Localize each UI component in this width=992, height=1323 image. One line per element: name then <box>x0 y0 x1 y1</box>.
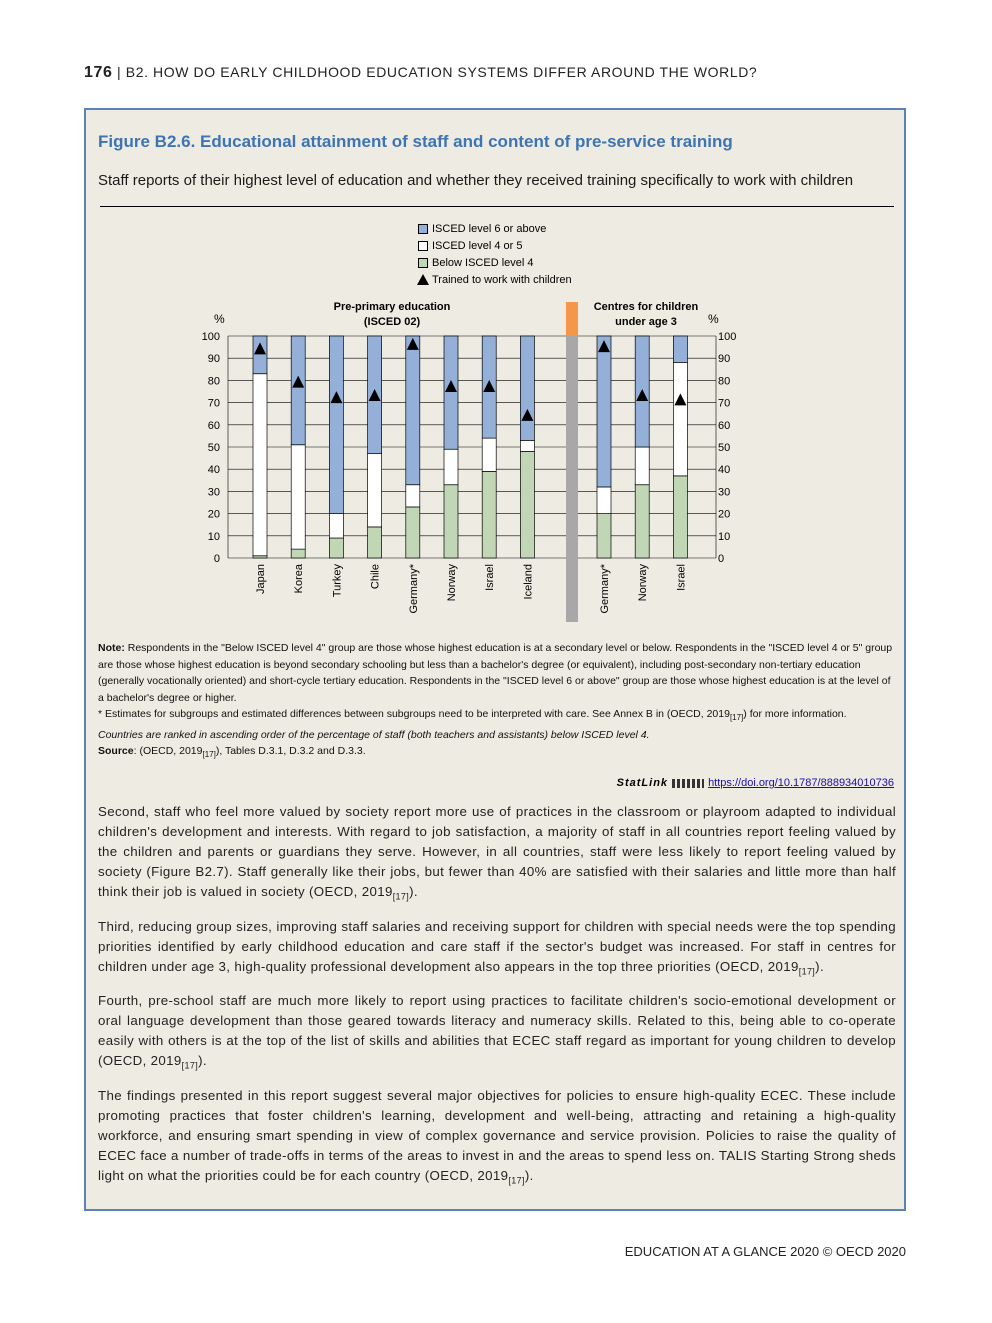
source-tail: ), Tables D.3.1, D.3.2 and D.3.3. <box>215 745 366 758</box>
category-label: Israel <box>675 564 688 591</box>
reference: [17] <box>392 891 410 902</box>
source-note <box>98 743 896 764</box>
y-tick-label-right: 60 <box>718 419 731 432</box>
separator-top <box>566 302 578 336</box>
legend-item-isced6 <box>418 220 572 237</box>
group-title: Pre-primary education <box>333 301 451 313</box>
y-tick-label-right: 0 <box>718 553 725 565</box>
bar-segment <box>291 445 305 549</box>
category-label: Israel <box>484 564 497 591</box>
asterisk-note <box>98 706 896 727</box>
bar-segment <box>253 374 267 556</box>
category-label: Japan <box>255 564 267 594</box>
group-subtitle: (ISCED 02) <box>363 316 421 328</box>
note-text: Respondents in the "Below ISCED level 4" group are those whose highest education is at a secondary level or below. Respondents in the "ISCED level 4 or 5" group are those whose highest education is beyond secondary schooling but less than a bachelor's degree (or equivalent), including post-secondary non-tertiary education (generally vocationally oriented) and short-cycle tertiary education. Respondents in the "ISCED level 6 or above" group are those whose highest education is at the level of a bachelor's degree or higher. <box>98 642 893 704</box>
paragraph <box>98 1086 896 1191</box>
paragraph <box>98 991 896 1076</box>
paragraph-text: Third, reducing group sizes, improving staff salaries and receiving support for children with special needs were the top spending priorities identified by early childhood education and care staff if the sector's budget was increased. For staff in centres for children under age 3, high-quality professional development also appears in the top three priorities (OECD, 2019 <box>98 918 896 974</box>
bar-segment <box>520 451 534 558</box>
figure-title: Figure B2.6. Educational attainment of staff and content of pre-service training <box>98 132 733 151</box>
body-text <box>98 802 896 1201</box>
bar-segment <box>444 449 458 485</box>
category-label: Chile <box>369 564 382 590</box>
legend-label: ISCED level 6 or above <box>432 222 547 235</box>
group-title: Centres for children <box>593 301 699 313</box>
bar-segment <box>597 336 611 487</box>
legend-label: Trained to work with children <box>432 273 572 286</box>
paragraph-text: Second, staff who feel more valued by society report more use of practices in the classroom or playroom adapted to individual children's development and interests. With regard to job satisfaction, a majority of staff in all countries report feeling valued by the children and parents or guardians they serve. However, in all countries, staff were less likely to report feeling valued by society (Figure B2.7). Staff generally like their jobs, but fewer than 40% are satisfied with their salaries and little more than half think their job is valued in society (OECD, 2019 <box>98 804 896 899</box>
ranking-note: Countries are ranked in ascending order of the percentage of staff (both teachers and assistants) below ISCED level 4. <box>98 728 650 741</box>
reference: [17] <box>181 1060 199 1071</box>
statlink-url[interactable]: https://doi.org/10.1787/888934010736 <box>708 777 894 789</box>
y-tick-label-left: 10 <box>207 530 220 543</box>
separator-bar <box>566 336 578 622</box>
paragraph <box>98 917 896 982</box>
page-footer: EDUCATION AT A GLANCE 2020 © OECD 2020 <box>624 1244 906 1259</box>
y-tick-label-right: 20 <box>718 508 731 521</box>
y-tick-label-right: 30 <box>718 486 731 499</box>
bar-segment <box>482 438 496 471</box>
y-tick-label-right: 100 <box>718 331 737 343</box>
bar-segment <box>673 336 687 363</box>
y-tick-label-left: 30 <box>207 486 220 499</box>
y-tick-label-right: 90 <box>718 353 731 366</box>
bar-segment <box>597 514 611 558</box>
y-tick-label-left: 50 <box>207 442 220 454</box>
figure-notes <box>98 640 896 764</box>
bar-segment <box>482 471 496 558</box>
category-label: Norway <box>637 564 650 602</box>
bar-segment <box>291 549 305 558</box>
title-divider <box>100 206 894 207</box>
statlink-logo-icon <box>672 779 704 788</box>
bar-segment <box>368 454 382 527</box>
bar-segment <box>635 485 649 558</box>
header-separator: | <box>117 64 122 80</box>
bar-segment <box>635 447 649 485</box>
bar-segment <box>291 336 305 445</box>
reference: [17] <box>798 966 816 977</box>
statlink-brand: StatLink <box>616 777 669 789</box>
bar-segment <box>329 538 343 558</box>
y-tick-label-left: 90 <box>207 353 220 366</box>
bar-segment <box>520 440 534 451</box>
bar-segment <box>329 336 343 514</box>
category-label: Korea <box>293 564 306 594</box>
y-tick-label-right: 40 <box>718 464 731 477</box>
bar-segment <box>368 527 382 558</box>
legend-swatch <box>418 258 428 268</box>
figure-subtitle: Staff reports of their highest level of education and whether they received training specifically to work with children <box>98 172 854 189</box>
stacked-bar-chart <box>196 296 756 636</box>
y-axis-unit-right: % <box>708 312 719 326</box>
legend-item-isced45 <box>418 237 572 254</box>
y-tick-label-left: 20 <box>207 508 220 521</box>
statlink <box>617 777 894 789</box>
bar-segment <box>673 476 687 558</box>
y-tick-label-left: 0 <box>213 553 220 565</box>
paragraph-text: Fourth, pre-school staff are much more likely to report using practices to facilitate children's socio-emotional development or oral language development than those geared towards literacy and numeracy skills. Related to this, being able to co-operate easily with others is at the top of the list of skills and abilities that ECEC staff regard as important for young children to develop (OECD, 2019 <box>98 993 896 1069</box>
bar-segment <box>329 514 343 538</box>
bar-segment <box>253 336 267 374</box>
page-number: 176 <box>84 64 113 81</box>
group-subtitle: under age 3 <box>615 316 677 328</box>
source-label: Source <box>98 745 134 758</box>
paragraph-tail: ). <box>409 884 418 899</box>
legend-swatch <box>418 241 428 251</box>
bar-segment <box>406 485 420 507</box>
category-label: Germany* <box>599 564 611 614</box>
legend-label: ISCED level 4 or 5 <box>432 239 523 252</box>
y-tick-label-left: 40 <box>207 464 220 477</box>
bar-segment <box>406 507 420 558</box>
legend-label: Below ISCED level 4 <box>432 256 534 269</box>
y-tick-label-left: 60 <box>207 419 220 432</box>
chapter-title: B2. HOW DO EARLY CHILDHOOD EDUCATION SYSTEMS DIFFER AROUND THE WORLD? <box>125 64 758 80</box>
paragraph-tail: ). <box>524 1167 534 1183</box>
asterisk-text: * Estimates for subgroups and estimated differences between subgroups need to be interpreted with care. See Annex B in (OECD, 2019 <box>98 708 730 720</box>
y-axis-unit-left: % <box>214 312 225 326</box>
legend-item-trained <box>418 271 572 288</box>
y-tick-label-right: 10 <box>718 530 731 543</box>
y-tick-label-right: 80 <box>718 375 731 388</box>
reference: [17] <box>508 1175 525 1186</box>
figure-box <box>84 108 906 1211</box>
triangle-icon <box>417 274 429 285</box>
asterisk-tail: ) for more information. <box>743 708 847 720</box>
paragraph-tail: ). <box>815 958 824 974</box>
category-label: Norway <box>446 564 458 602</box>
y-tick-label-left: 70 <box>207 397 220 410</box>
bar-segment <box>444 485 458 558</box>
y-tick-label-right: 70 <box>718 397 731 410</box>
reference: [17] <box>202 750 216 760</box>
y-tick-label-left: 80 <box>207 375 220 388</box>
paragraph-text: The findings presented in this report suggest several major objectives for policies to ensure high-quality ECEC. These include promoting practices that foster children's learning, development and well-being, attracting and retaining a high-quality workforce, and ensuring smart spending in view of complex governance and service provision. Policies to raise the quality of ECEC face a number of trade-offs in terms of the areas to invest in and the areas to spend less on. TALIS Starting Strong sheds light on what the priorities could be for each country (OECD, 2019 <box>98 1087 896 1183</box>
chart-legend <box>418 220 572 288</box>
legend-item-below4 <box>418 254 572 271</box>
note-paragraph <box>98 640 896 706</box>
bar-segment <box>444 336 458 449</box>
bar-segment <box>520 336 534 440</box>
legend-swatch <box>418 224 428 234</box>
bar-segment <box>406 336 420 485</box>
category-label: Iceland <box>522 564 535 600</box>
reference: [17] <box>729 713 744 723</box>
y-tick-label-right: 50 <box>718 442 731 454</box>
paragraph-tail: ). <box>198 1053 207 1069</box>
source-text: : (OECD, 2019 <box>133 745 203 758</box>
page-header <box>84 64 757 82</box>
bar-segment <box>673 363 687 476</box>
note-label: Note: <box>98 642 125 654</box>
paragraph <box>98 802 896 907</box>
bar-segment <box>597 487 611 514</box>
category-label: Turkey <box>331 564 344 598</box>
y-tick-label-left: 100 <box>201 331 220 343</box>
category-label: Germany* <box>407 564 420 614</box>
